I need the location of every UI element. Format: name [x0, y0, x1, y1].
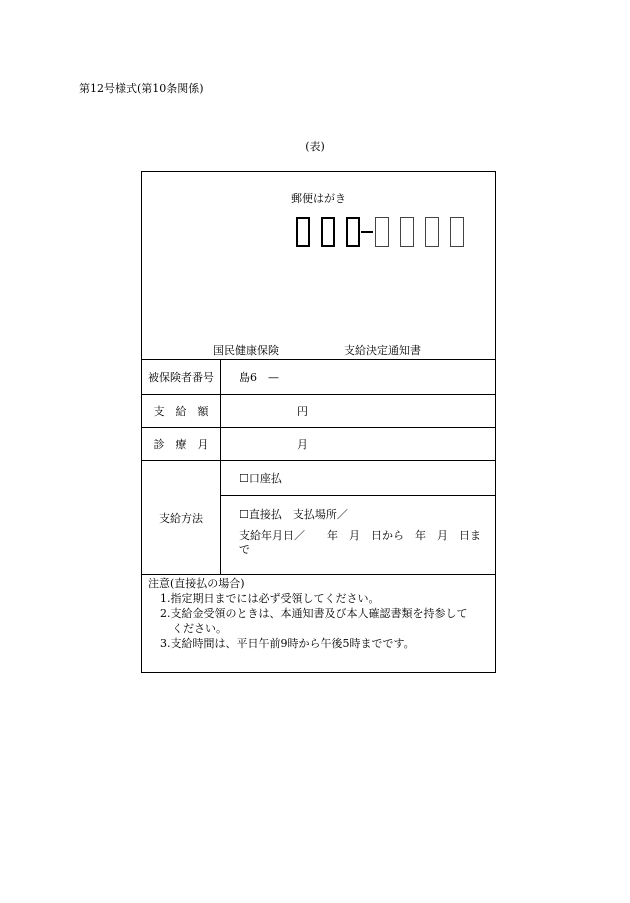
side-label: (表) [305, 140, 325, 153]
notes-heading: 注意(直接払の場合) [148, 577, 245, 590]
postal-code-boxes [296, 217, 475, 247]
payment-period: 支給年月日／ 年 月 日から 年 月 日まで [239, 529, 481, 556]
insured-number-label: 被保険者番号 [142, 360, 221, 395]
info-table [141, 359, 496, 575]
zip-dash [361, 231, 373, 233]
insured-number-value: 島6 — [221, 360, 496, 395]
method-direct-cell [221, 496, 496, 575]
postcard [141, 171, 496, 673]
zip-box [346, 217, 360, 247]
note-item: 2.支給金受領のときは、本通知書及び本人確認書類を持参して [160, 607, 468, 620]
zip-box [425, 217, 439, 247]
method-direct-payment: ☐直接払 支払場所／ [239, 508, 348, 521]
payment-method-label: 支給方法 [142, 461, 221, 575]
note-item: 1.指定期日までには必ず受領してください。 [160, 592, 380, 605]
zip-box [296, 217, 310, 247]
postcard-title: 郵便はがき [291, 192, 346, 205]
zip-box [375, 217, 389, 247]
note-item-continued: ください。 [172, 622, 227, 635]
form-number: 第12号様式(第10条関係) [79, 82, 204, 95]
zip-box [321, 217, 335, 247]
notice-title-left: 国民健康保険 [213, 344, 279, 357]
treatment-month-unit: 月 [221, 428, 496, 461]
notice-title-right: 支給決定通知書 [344, 344, 421, 357]
amount-label: 支 給 額 [142, 395, 221, 428]
zip-box [450, 217, 464, 247]
notes [148, 576, 468, 651]
method-account-transfer: ☐口座払 [221, 461, 496, 496]
amount-unit: 円 [221, 395, 496, 428]
zip-box [400, 217, 414, 247]
treatment-month-label: 診 療 月 [142, 428, 221, 461]
note-item: 3.支給時間は、平日午前9時から午後5時までです。 [160, 637, 415, 650]
